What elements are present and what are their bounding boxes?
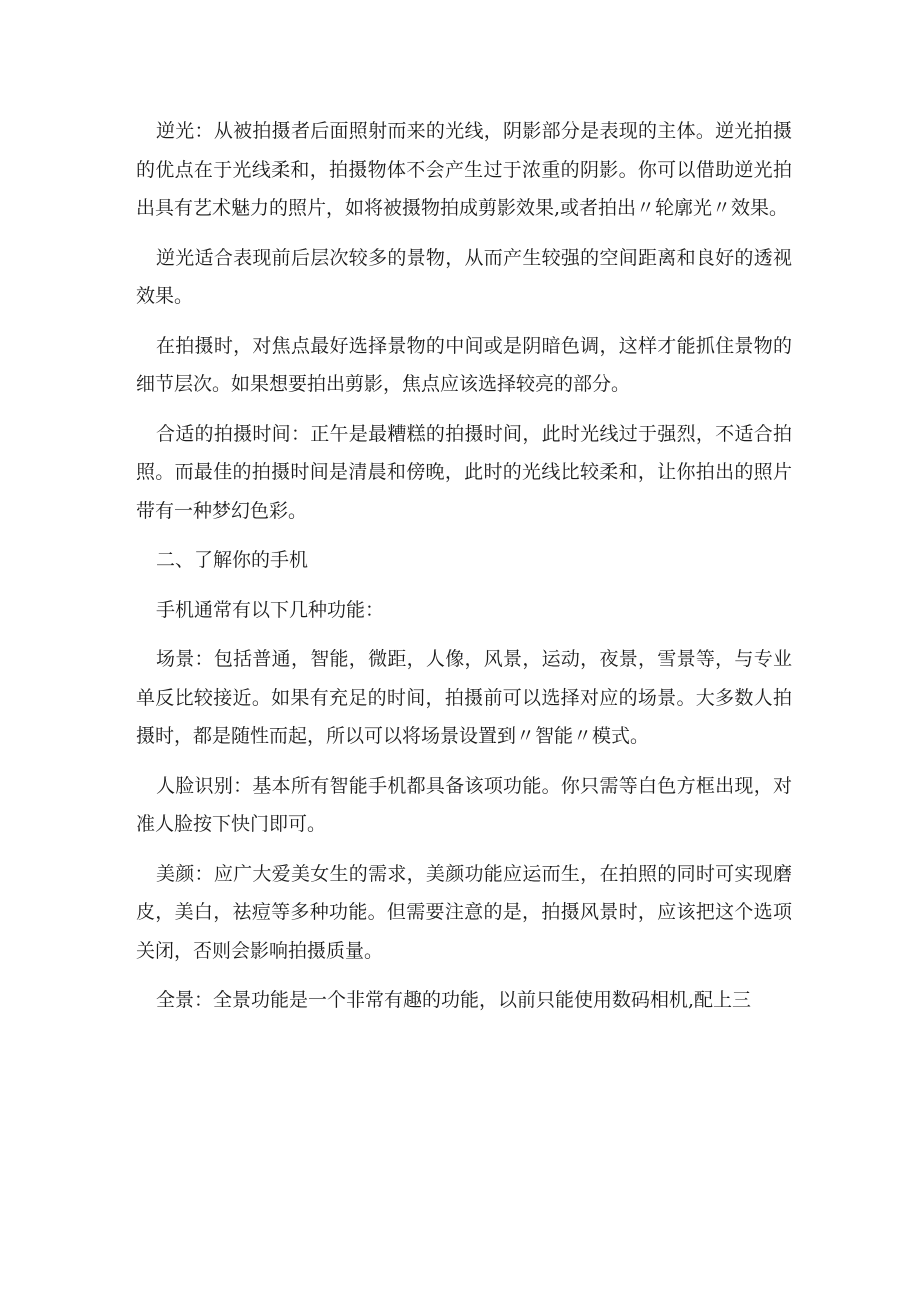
paragraph-backlight-definition: 逆光：从被拍摄者后面照射而来的光线，阴影部分是表现的主体。逆光拍摄的优点在于光线柔和，拍摄物体不会产生过于浓重的阴影。你可以借助逆光拍出具有艺术魅力的照片，如将被摄物拍成剪影效果,或者拍出〃轮廓光〃效果。	[136, 120, 792, 219]
paragraph-shooting-time: 合适的拍摄时间：正午是最糟糕的拍摄时间，此时光线过于强烈，不适合拍照。而最佳的拍摄时间是清晨和傍晚，此时的光线比较柔和，让你拍出的照片带有一种梦幻色彩。	[136, 422, 792, 522]
paragraph-face-recognition: 人脸识别：基本所有智能手机都具备该项功能。你只需等白色方框出现，对准人脸按下快门即可。	[136, 774, 792, 835]
paragraph-panorama: 全景：全景功能是一个非常有趣的功能，以前只能使用数码相机,配上三	[156, 989, 752, 1011]
paragraph-beauty-mode: 美颜：应广大爱美女生的需求，美颜功能应运而生，在拍照的同时可实现磨皮，美白，祛痘等多种功能。但需要注意的是，拍摄风景时，应该把这个选项关闭，否则会影响拍摄质量。	[136, 862, 792, 962]
paragraph-phone-functions-intro: 手机通常有以下几种功能：	[156, 598, 385, 621]
section-heading: 二、了解你的手机	[156, 549, 309, 571]
document-body	[136, 112, 792, 1031]
paragraph-focus-tips: 在拍摄时，对焦点最好选择景物的中间或是阴暗色调，这样才能抓住景物的细节层次。如果想要拍出剪影，焦点应该选择较亮的部分。	[136, 334, 792, 395]
paragraph-scene-mode: 场景：包括普通，智能，微距，人像，风景，运动，夜景，雪景等，与专业单反比较接近。如果有充足的时间，拍摄前可以选择对应的场景。大多数人拍摄时，都是随性而起，所以可以将场景设置到〃智能〃模式。	[136, 648, 792, 747]
paragraph-backlight-depth: 逆光适合表现前后层次较多的景物，从而产生较强的空间距离和良好的透视效果。	[136, 246, 792, 307]
